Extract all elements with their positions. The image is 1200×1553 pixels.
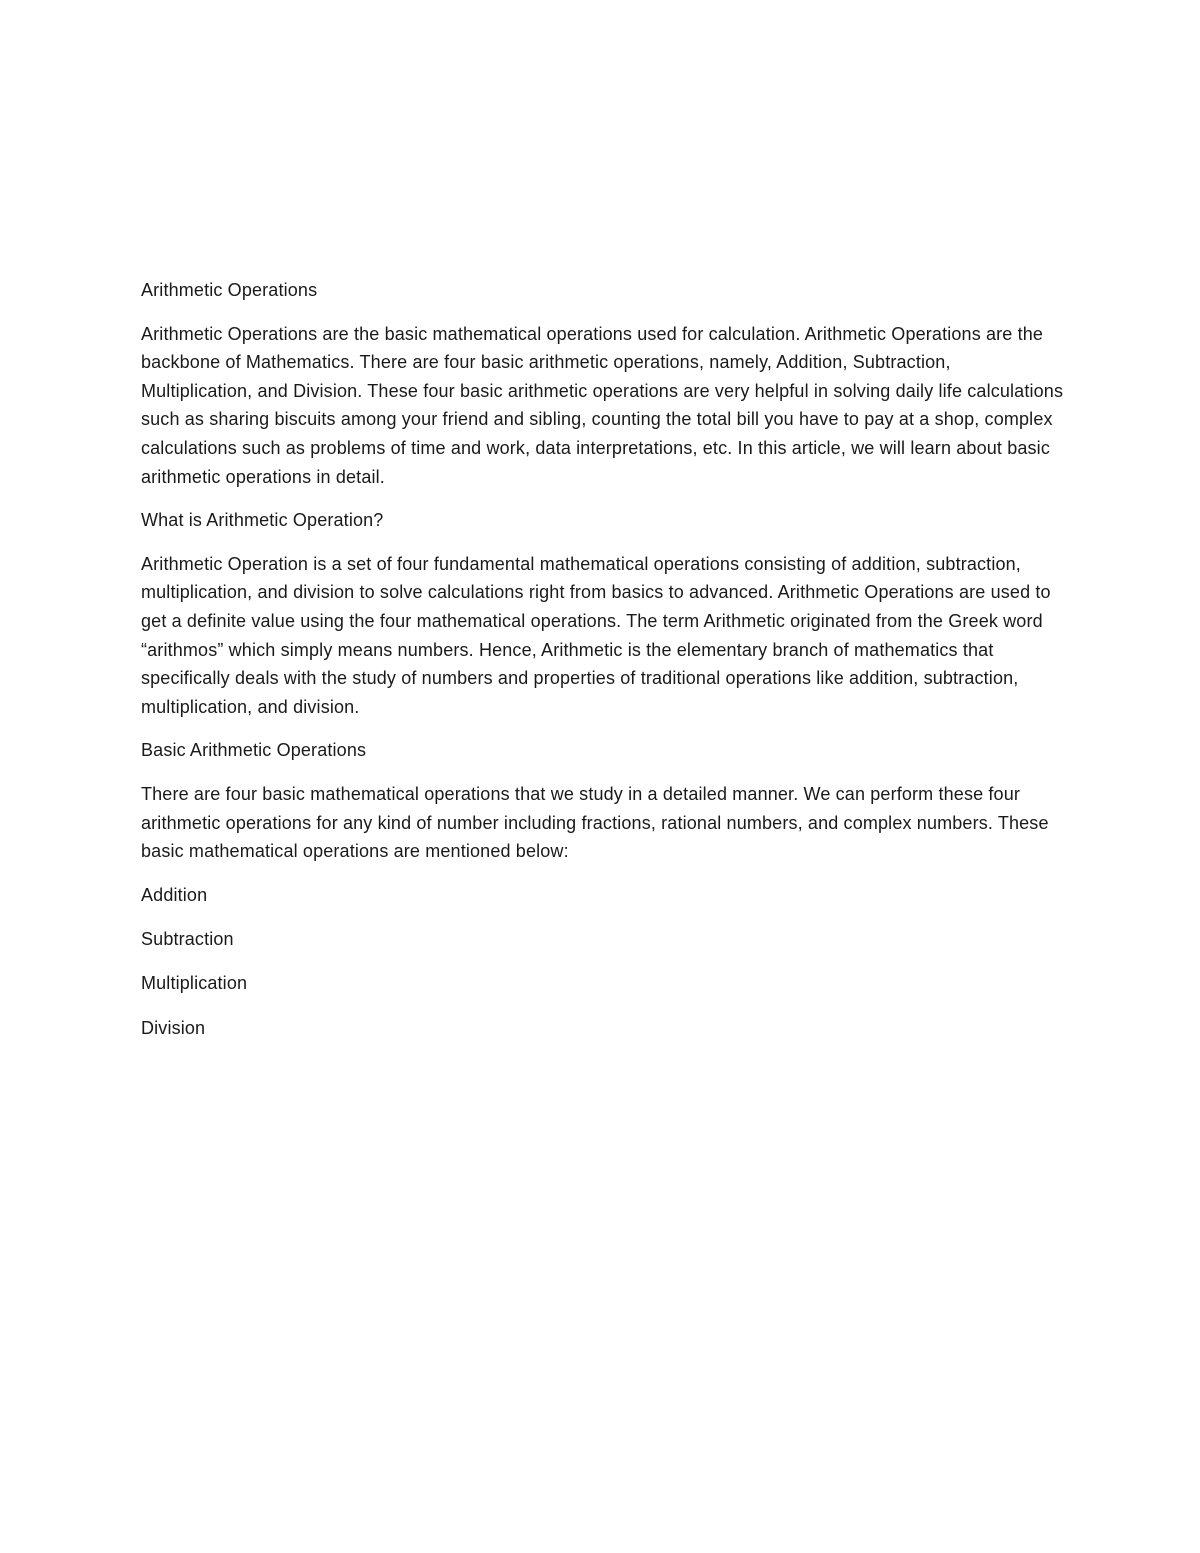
section-paragraph-basic-operations: There are four basic mathematical operations that we study in a detailed manner. We can perform these four arithmetic operations for any kind of number including fractions, rational numbers, and complex numbers. These basic mathematical operations are mentioned below:	[141, 783, 1049, 862]
operations-list	[141, 881, 1066, 1043]
section-heading-what-is: What is Arithmetic Operation?	[141, 510, 384, 531]
list-item-division: Division	[141, 1017, 206, 1038]
document-title: Arithmetic Operations	[141, 280, 318, 300]
list-item-multiplication: Multiplication	[141, 973, 248, 994]
section-heading-basic-operations: Basic Arithmetic Operations	[141, 740, 367, 761]
intro-paragraph: Arithmetic Operations are the basic mathematical operations used for calculation. Arithmetic Operations are the backbone of Mathematics. There are four basic arithmetic operations, namely, Addition, Subtraction, Multiplication, and Division. These four basic arithmetic operations are very helpful in solving daily life calculations such as sharing biscuits among your friend and sibling, counting the total bill you have to pay at a shop, complex calculations such as problems of time and work, data interpretations, etc. In this article, we will learn about basic arithmetic operations in detail.	[141, 323, 1064, 487]
section-paragraph-what-is: Arithmetic Operation is a set of four fundamental mathematical operations consisting of addition, subtraction, multiplication, and division to solve calculations right from basics to advanced. Arithmetic Operations are used to get a definite value using the four mathematical operations. The term Arithmetic originated from the Greek word “arithmos” which simply means numbers. Hence, Arithmetic is the elementary branch of mathematics that specifically deals with the study of numbers and properties of traditional operations like addition, subtraction, multiplication, and division.	[141, 553, 1051, 717]
list-item-subtraction: Subtraction	[141, 929, 234, 950]
document-body	[141, 276, 1066, 1042]
list-item-addition: Addition	[141, 884, 208, 905]
